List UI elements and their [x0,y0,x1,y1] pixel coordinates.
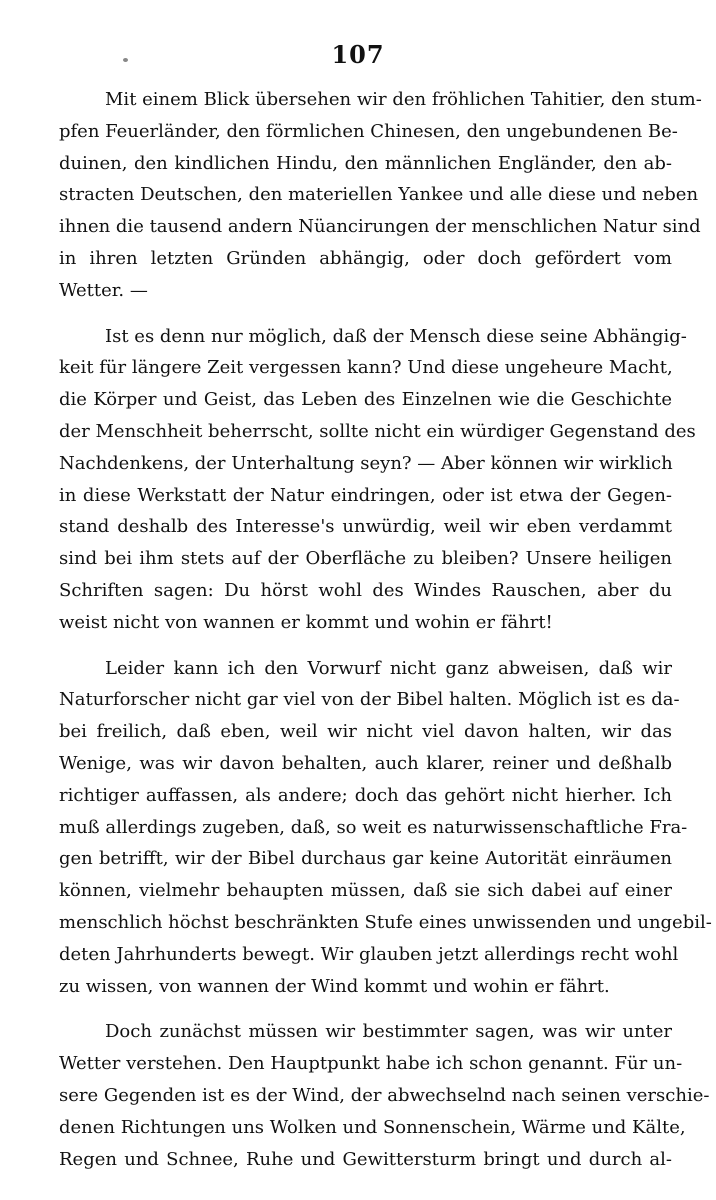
text-line: der Menschheit beherrscht, sollte nicht ein würdiger Gegenstand des [59,420,696,442]
text-line: stand deshalb des Interesse's unwürdig, weil wir eben verdammt [59,516,672,538]
paragraph-4 [59,1016,710,1175]
text-line: können, vielmehr behaupten müssen, daß sie sich dabei auf einer [59,880,672,902]
text-line: weist nicht von wannen er kommt und wohin er fährt! [59,611,553,633]
paragraph-gap [59,639,672,653]
body-text [59,84,712,1175]
text-line: Wetter. — [59,279,148,301]
text-line: Wenige, was wir davon behalten, auch klarer, reiner und deßhalb [59,752,672,774]
paragraph-2 [59,321,696,639]
text-line: Naturforscher nicht gar viel von der Bibel halten. Möglich ist es da- [59,689,680,711]
text-line: duinen, den kindlichen Hindu, den männlichen Engländer, den ab- [59,152,672,174]
text-line: zu wissen, von wannen der Wind kommt und wohin er fährt. [59,975,610,997]
text-line: stracten Deutschen, den materiellen Yankee und alle diese und neben [59,184,699,206]
text-line: Mit einem Blick übersehen wir den fröhlichen Tahitier, den stum- [105,89,702,110]
text-line: denen Richtungen uns Wolken und Sonnenschein, Wärme und Kälte, [59,1116,686,1138]
text-line: Schriften sagen: Du hörst wohl des Windes Rauschen, aber du [59,579,672,601]
paragraph-gap [59,1002,672,1016]
text-line: die Körper und Geist, das Leben des Einzelnen wie die Geschichte [59,389,672,411]
text-line: sind bei ihm stets auf der Oberfläche zu bleiben? Unsere heiligen [59,548,672,570]
page-number: 107 [331,40,385,69]
text-line: gen betrifft, wir der Bibel durchaus gar keine Autorität einräumen [59,848,672,870]
text-line: Leider kann ich den Vorwurf nicht ganz abweisen, daß wir [105,657,672,679]
text-line: keit für längere Zeit vergessen kann? Und diese ungeheure Macht, [59,357,673,379]
text-line: deten Jahrhunderts bewegt. Wir glauben jetzt allerdings recht wohl [59,943,679,965]
text-line: Nachdenkens, der Unterhaltung seyn? — Aber können wir wirklich [59,452,673,474]
paragraph-1 [59,84,702,307]
text-line: menschlich höchst beschränkten Stufe eines unwissenden und ungebil- [59,911,712,933]
text-line: Doch zunächst müssen wir bestimmter sagen, was wir unter [105,1021,672,1043]
text-line: sere Gegenden ist es der Wind, der abwechselnd nach seinen verschie- [59,1084,710,1106]
text-line: muß allerdings zugeben, daß, so weit es naturwissenschaftliche Fra- [59,816,688,838]
text-line: pfen Feuerländer, den förmlichen Chinesen, den ungebundenen Be- [59,120,678,142]
text-line: richtiger auffassen, als andere; doch das gehört nicht hierher. Ich [59,784,672,806]
text-line: Wetter verstehen. Den Hauptpunkt habe ich schon genannt. Für un- [59,1053,683,1075]
paragraph-3 [59,653,712,1003]
text-line: bei freilich, daß eben, weil wir nicht viel davon halten, wir das [59,721,672,743]
ink-speck [123,58,128,62]
text-line: ihnen die tausend andern Nüancirungen der menschlichen Natur sind [59,216,701,238]
paragraph-gap [59,307,672,321]
text-line: in ihren letzten Gründen abhängig, oder doch gefördert vom [59,247,672,269]
text-line: Ist es denn nur möglich, daß der Mensch diese seine Abhängig- [105,325,687,347]
text-line: in diese Werkstatt der Natur eindringen, oder ist etwa der Gegen- [59,484,672,506]
text-line: Regen und Schnee, Ruhe und Gewittersturm bringt und durch al- [59,1148,672,1170]
